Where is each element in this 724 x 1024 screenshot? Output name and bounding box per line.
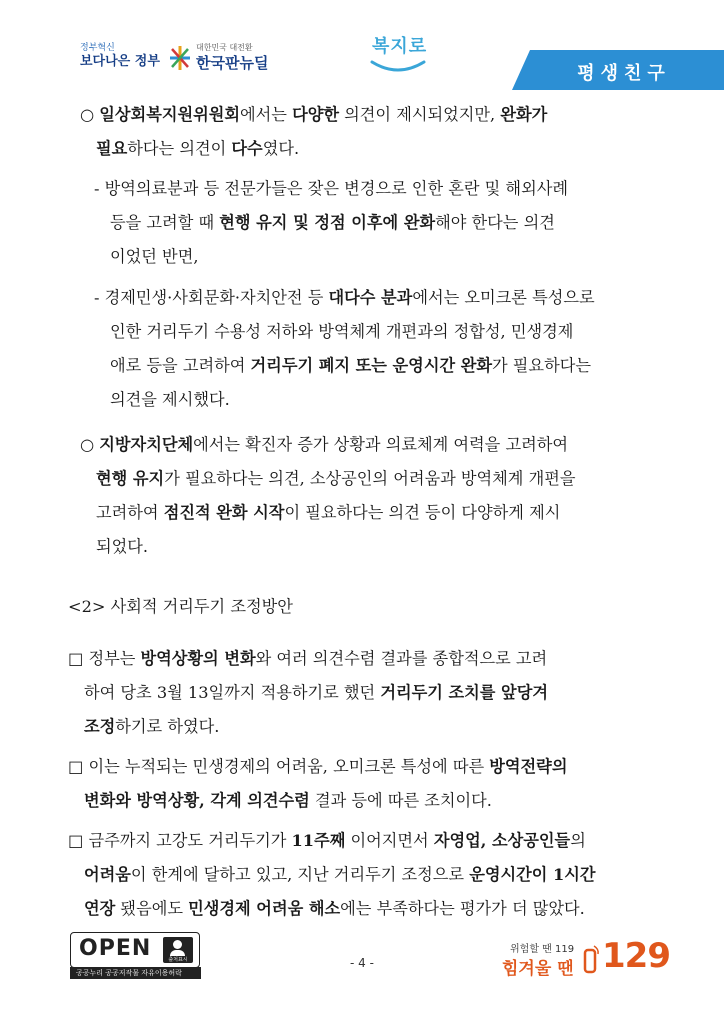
attribution-caption: 출처표시	[168, 957, 188, 963]
paragraph-small-business	[68, 824, 596, 926]
hotline-big-text: 힘겨울 땐	[502, 959, 574, 979]
text: □ 금주까지 고강도 거리두기가	[68, 831, 292, 850]
text: 고려하여	[96, 503, 164, 522]
text-line	[68, 750, 567, 784]
paragraph-committee-opinion	[80, 98, 547, 166]
korean-new-deal-logo	[168, 42, 288, 78]
page-header	[0, 0, 724, 96]
tab-label: 평생친구	[577, 63, 671, 84]
text: 결과 등에 따른 조치이다.	[309, 791, 492, 810]
hotline-129-logo	[492, 936, 670, 986]
bold-text: 완화가	[500, 105, 548, 124]
text: 가 필요하다는	[492, 356, 591, 375]
gov-logo-small-text: 정부혁신	[80, 43, 115, 53]
text-line	[94, 240, 568, 274]
text-line	[94, 383, 595, 417]
text-line	[94, 206, 568, 240]
text: 됐음에도	[115, 899, 189, 918]
bold-text: 거리두기 조치를 앞당겨	[380, 683, 548, 702]
new-deal-main-text: 한국판뉴딜	[196, 54, 269, 72]
text-line	[80, 428, 576, 462]
text: 하다는 의견이	[127, 139, 232, 158]
text: 애로 등을 고려하여	[110, 356, 251, 375]
paragraph-local-government-opinion	[80, 428, 576, 564]
text: 이 필요하다는 의견 등이 다양하게 제시	[284, 503, 561, 522]
bold-text: 현행 유지 및 정점 이후에 완화	[219, 213, 436, 232]
text: 의	[570, 831, 586, 850]
text-line	[80, 132, 547, 166]
text: 이었던 반면,	[110, 247, 199, 266]
text-line	[68, 676, 548, 710]
text: - 경제민생·사회문화·자치안전 등	[94, 288, 329, 307]
text: 에서는	[240, 105, 293, 124]
bold-text: 어려움	[84, 865, 131, 884]
text: □ 정부는	[68, 649, 141, 668]
bold-text: 변화와 방역상황, 각계 의견수렴	[84, 791, 310, 810]
text: 에는 부족하다는 평가가 더 많았다.	[340, 899, 585, 918]
text: 의견이 제시되었지만,	[339, 105, 501, 124]
text-line	[68, 824, 596, 858]
text-line	[94, 172, 568, 206]
text: 의견을 제시했다.	[110, 390, 230, 409]
text: 와 여러 의견수렴 결과를 종합적으로 고려	[255, 649, 548, 668]
lifelong-friend-tab	[512, 50, 724, 90]
gov-innovation-logo	[80, 40, 160, 78]
bold-text: 대다수 분과	[328, 288, 413, 307]
text: □ 이는 누적되는 민생경제의 어려움, 오미크론 특성에 따른	[68, 757, 490, 776]
section-heading: <2> 사회적 거리두기 조정방안	[68, 597, 293, 616]
text-line	[68, 858, 596, 892]
text-line	[80, 462, 576, 496]
bold-text: 방역전략의	[489, 757, 568, 776]
bold-text: 자영업, 소상공인들	[433, 831, 571, 850]
text-line	[94, 315, 595, 349]
gov-logo-main-text: 보다나은 정부	[80, 54, 160, 69]
bold-text: 점진적 완화 시작	[163, 503, 285, 522]
bold-text: 지방자치단체	[99, 435, 194, 454]
text-line	[94, 281, 595, 315]
text: ○	[80, 105, 100, 124]
text: 하여 당초 3월 13일까지 적용하기로 했던	[84, 683, 381, 702]
text-line	[94, 349, 595, 383]
bold-text: 다양한	[292, 105, 339, 124]
kogl-open-logo	[70, 932, 200, 968]
bokjiro-swoosh-icon	[368, 56, 428, 76]
text: 인한 거리두기 수용성 저하와 방역체계 개편과의 정합성, 민생경제	[110, 322, 574, 341]
phone-icon	[582, 944, 600, 974]
hotline-small-text: 위험할 땐 119	[510, 944, 575, 955]
bold-text: 방역상황의 변화	[140, 649, 256, 668]
hotline-number: 129	[602, 936, 670, 976]
paragraph-reason	[68, 750, 567, 818]
bold-text: 조정	[84, 717, 116, 736]
bold-text: 현행 유지	[96, 469, 165, 488]
bold-text: 다수	[231, 139, 263, 158]
text: 이 한계에 달하고 있고, 지난 거리두기 조정으로	[130, 865, 470, 884]
new-deal-star-icon	[168, 44, 192, 72]
kogl-license-text: 공공누리 공공저작물 자유이용허락	[70, 967, 201, 979]
paragraph-subcommittee-opinion	[94, 281, 595, 417]
text: 였다.	[262, 139, 300, 158]
person-head-icon	[173, 940, 182, 949]
text: 등을 고려할 때	[110, 213, 220, 232]
bokjiro-logo-text: 복지로	[372, 36, 428, 57]
attribution-icon	[163, 937, 193, 963]
text-line	[80, 98, 547, 132]
text: 이어지면서	[345, 831, 434, 850]
text: 하기로 하였다.	[115, 717, 220, 736]
page-footer	[0, 920, 724, 1024]
text-line	[80, 530, 576, 564]
bold-text: 운영시간이 1시간	[469, 865, 596, 884]
text: 에서는 확진자 증가 상황과 의료체계 여력을 고려하여	[193, 435, 568, 454]
bold-text: 연장	[84, 899, 116, 918]
text: 되었다.	[96, 537, 149, 556]
open-logo-text: OPEN	[79, 936, 152, 961]
text: - 방역의료분과 등 전문가들은 잦은 변경으로 인한 혼란 및 해외사례	[94, 179, 568, 198]
paragraph-government-decision	[68, 642, 548, 744]
bold-text: 필요	[96, 139, 128, 158]
text: 에서는 오미크론 특성으로	[412, 288, 595, 307]
text: 가 필요하다는 의견, 소상공인의 어려움과 방역체계 개편을	[164, 469, 576, 488]
text: 해야 한다는 의견	[435, 213, 555, 232]
bold-text: 11주째	[291, 831, 346, 850]
page-number: - 4 -	[350, 956, 374, 970]
text-line	[68, 642, 548, 676]
text-line	[68, 710, 548, 744]
bokjiro-logo	[368, 30, 432, 80]
text-line	[80, 496, 576, 530]
bold-text: 거리두기 폐지 또는 운영시간 완화	[250, 356, 493, 375]
new-deal-small-text: 대한민국 대전환	[196, 43, 253, 52]
bold-text: 민생경제 어려움 해소	[188, 899, 341, 918]
text: ○	[80, 435, 100, 454]
bold-text: 일상회복지원위원회	[99, 105, 241, 124]
paragraph-expert-opinion	[94, 172, 568, 274]
text-line	[68, 784, 567, 818]
